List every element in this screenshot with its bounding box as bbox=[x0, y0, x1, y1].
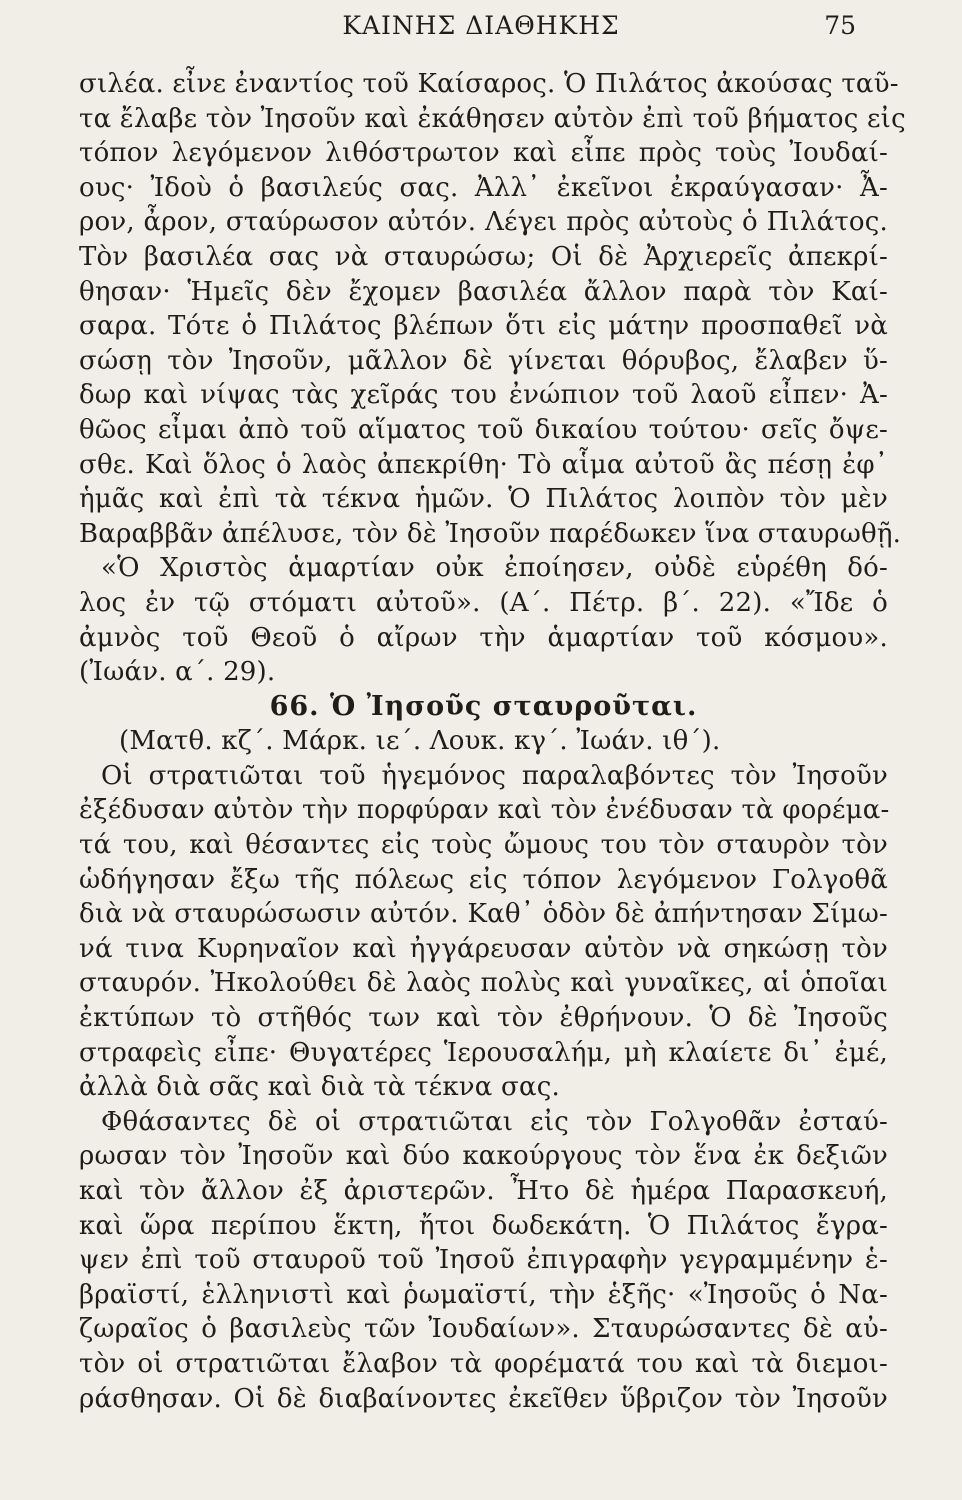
text-line: βραϊστί, ἑλληνιστὶ καὶ ῥωμαϊστί, τὴν ἑξῆς· «Ἰησοῦς ὁ Να- bbox=[79, 1279, 888, 1310]
quote-line: (Ἰωάν. α΄. 29). bbox=[79, 657, 276, 688]
text-line: καὶ ὥρα περίπου ἕκτη, ἤτοι δωδεκάτη. Ὁ Πιλάτος ἔγρα- bbox=[79, 1210, 888, 1241]
text-line: τα ἔλαβε τὸν Ἰησοῦν καὶ ἐκάθησεν αὐτὸν ἐπὶ τοῦ βήματος εἰς bbox=[79, 103, 906, 134]
page-number: 75 bbox=[824, 11, 856, 40]
text-line: καὶ τὸν ἄλλον ἐξ ἀριστερῶν. Ἦτο δὲ ἡμέρα Παρασκευή, bbox=[79, 1176, 888, 1206]
text-line: ἐκτύπων τὸ στῆθός των καὶ τὸν ἐθρήνουν. Ὁ δὲ Ἰησοῦς bbox=[79, 1003, 888, 1034]
text-line: ρωσαν τὸν Ἰησοῦν καὶ δύο κακούργους τὸν ἕνα ἐκ δεξιῶν bbox=[79, 1141, 888, 1172]
running-title: ΚΑΙΝΗΣ ΔΙΑΘΗΚΗΣ bbox=[342, 11, 620, 40]
text-line: Τὸν βασιλέα σας νὰ σταυρώσω; Οἱ δὲ Ἀρχιερεῖς ἀπεκρί- bbox=[79, 241, 888, 272]
text-line: διὰ νὰ σταυρώσωσιν αὐτόν. Καθ᾽ ὁδὸν δὲ ἀπήντησαν Σίμω- bbox=[79, 899, 888, 930]
quote-line: «Ὁ Χριστὸς ἁμαρτίαν οὐκ ἐποίησεν, οὐδὲ εὑρέθη δό- bbox=[101, 553, 888, 584]
text-line: Φθάσαντες δὲ οἱ στρατιῶται εἰς τὸν Γολγοθᾶν ἐσταύ- bbox=[101, 1106, 888, 1137]
text-line: ἡμᾶς καὶ ἐπὶ τὰ τέκνα ἡμῶν. Ὁ Πιλάτος λοιπὸν τὸν μὲν bbox=[79, 484, 888, 515]
text-line: νά τινα Κυρηναῖον καὶ ἠγγάρευσαν αὐτὸν νὰ σηκώσῃ τὸν bbox=[79, 933, 888, 964]
quote-line: λος ἐν τῷ στόματι αὐτοῦ». (Α΄. Πέτρ. β΄. 22). «Ἴδε ὁ bbox=[79, 587, 888, 618]
text-line: θῶος εἶμαι ἀπὸ τοῦ αἵματος τοῦ δικαίου τούτου· σεῖς ὄψε- bbox=[79, 414, 888, 445]
text-line: ζωραῖος ὁ βασιλεὺς τῶν Ἰουδαίων». Σταυρώσαντες δὲ αὐ- bbox=[79, 1314, 888, 1345]
text-line: σώσῃ τὸν Ἰησοῦν, μᾶλλον δὲ γίνεται θόρυβος, ἔλαβεν ὕ- bbox=[79, 345, 888, 376]
text-line: τὸν οἱ στρατιῶται ἔλαβον τὰ φορέματά του καὶ τὰ διεμοι- bbox=[79, 1348, 888, 1379]
text-line: ψεν ἐπὶ τοῦ σταυροῦ τοῦ Ἰησοῦ ἐπιγραφὴν γεγραμμένην ἑ- bbox=[79, 1245, 888, 1276]
text-line: σταυρόν. Ἠκολούθει δὲ λαὸς πολὺς καὶ γυναῖκες, αἱ ὁποῖαι bbox=[79, 968, 888, 999]
text-line: θησαν· Ἡμεῖς δὲν ἔχομεν βασιλέα ἄλλον παρὰ τὸν Καί- bbox=[79, 276, 888, 307]
text-line: δωρ καὶ νίψας τὰς χεῖράς του ἐνώπιον τοῦ λαοῦ εἶπεν· Ἀ- bbox=[79, 380, 888, 411]
text-line: ρον, ἆρον, σταύρωσον αὐτόν. Λέγει πρὸς αὐτοὺς ὁ Πιλάτος. bbox=[79, 207, 888, 238]
quote-line: ἀμνὸς τοῦ Θεοῦ ὁ αἴρων τὴν ἁμαρτίαν τοῦ κόσμου». bbox=[79, 622, 888, 653]
body-text bbox=[79, 67, 906, 1416]
text-line: ἐξέδυσαν αὐτὸν τὴν πορφύραν καὶ τὸν ἐνέδυσαν τὰ φορέμα- bbox=[79, 795, 890, 826]
text-line: ἀλλὰ διὰ σᾶς καὶ διὰ τὰ τέκνα σας. bbox=[79, 1072, 560, 1103]
text-line: σαρα. Τότε ὁ Πιλάτος βλέπων ὅτι εἰς μάτην προσπαθεῖ νὰ bbox=[79, 311, 888, 342]
text-line: στραφεὶς εἶπε· Θυγατέρες Ἱερουσαλήμ, μὴ κλαίετε δι᾽ ἐμέ, bbox=[79, 1037, 888, 1068]
text-line: ράσθησαν. Οἱ δὲ διαβαίνοντες ἐκεῖθεν ὕβριζον τὸν Ἰησοῦν bbox=[79, 1383, 888, 1414]
section-references: (Ματθ. κζ΄. Μάρκ. ιε΄. Λουκ. κγ΄. Ἰωάν. ιθ΄). bbox=[119, 726, 721, 757]
text-line: Οἱ στρατιῶται τοῦ ἡγεμόνος παραλαβόντες τὸν Ἰησοῦν bbox=[101, 760, 888, 791]
text-line: ὡδήγησαν ἔξω τῆς πόλεως εἰς τόπον λεγόμενον Γολγοθᾶ bbox=[79, 864, 888, 895]
text-line: Βαραββᾶν ἀπέλυσε, τὸν δὲ Ἰησοῦν παρέδωκεν ἵνα σταυρωθῇ. bbox=[79, 518, 902, 549]
text-line: τόπον λεγόμενον λιθόστρωτον καὶ εἶπε πρὸς τοὺς Ἰουδαί- bbox=[79, 138, 888, 169]
section-heading: 66. Ὁ Ἰησοῦς σταυροῦται. bbox=[269, 690, 698, 722]
text-line: σθε. Καὶ ὅλος ὁ λαὸς ἀπεκρίθη· Τὸ αἷμα αὐτοῦ ἂς πέσῃ ἐφ᾽ bbox=[79, 449, 888, 480]
text-line: σιλέα. εἶνε ἐναντίος τοῦ Καίσαρος. Ὁ Πιλάτος ἀκούσας ταῦ- bbox=[79, 69, 899, 99]
text-line: τά του, καὶ θέσαντες εἰς τοὺς ὤμους του τὸν σταυρὸν τὸν bbox=[79, 830, 888, 861]
running-head bbox=[0, 6, 962, 46]
text-line: ους· Ἰδοὺ ὁ βασιλεύς σας. Ἀλλ᾽ ἐκεῖνοι ἐκραύγασαν· Ἆ- bbox=[79, 172, 888, 203]
